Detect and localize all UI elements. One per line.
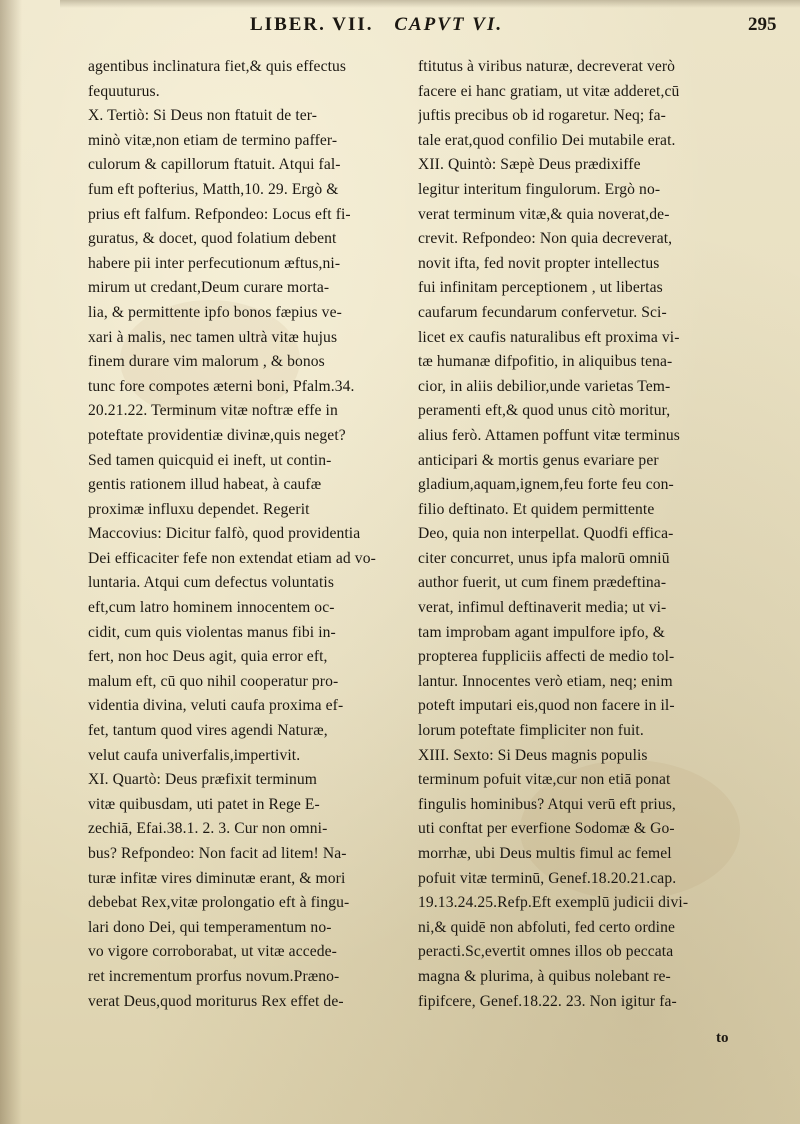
text-line: author fuerit, ut cum finem prædeftina- [418,574,667,592]
text-line: ftitutus à viribus naturæ, decreverat verò [418,58,676,75]
catchword: to [716,1030,729,1046]
text-line: xari à malis, nec tamen ultrà vitæ hujus [88,328,338,346]
text-line: licet ex caufis naturalibus eft proxima vi- [418,328,680,346]
text-line: verat terminum vitæ,& quia noverat,de- [418,205,670,223]
text-line: Dei efficaciter fefe non extendat etiam ad vo- [88,549,376,567]
text-line: terminum pofuit vitæ,cur non etiā ponat [418,771,671,789]
text-line: fet, tantum quod vires agendi Naturæ, [88,722,328,740]
text-line: gladium,aquam,ignem,feu forte feu con- [418,476,674,494]
book-title: LIBER. VII. [250,14,374,35]
text-line: cidit, cum quis violentas manus fibi in- [88,623,336,641]
text-line: bus? Refpondeo: Non facit ad litem! Na- [88,845,347,862]
right-text-column [418,55,738,1014]
text-line: eft,cum latro hominem innocentem oc- [88,599,335,617]
text-line: malum eft, cū quo nihil cooperatur pro- [88,672,339,690]
text-line: vitæ quibusdam, uti patet in Rege E- [88,795,320,813]
text-line: zechiā, Efai.38.1. 2. 3. Cur non omni- [88,820,328,838]
text-line: turæ infitæ vires diminutæ erant, & mori [88,869,346,887]
running-head [250,14,503,36]
text-line: minò vitæ,non etiam de termino paffer- [88,131,338,149]
text-line: novit ifta, fed novit propter intellectus [418,254,660,272]
text-line: fui infinitam perceptionem , ut libertas [418,279,663,297]
text-line: poteftate providentiæ divinæ,quis neget? [88,426,346,444]
text-line: luntaria. Atqui cum defectus voluntatis [88,574,334,592]
text-line: debebat Rex,vitæ prolongatio eft à fingu- [88,894,350,912]
text-line: magna & plurima, à quibus nolebant re- [418,967,671,985]
text-line: X. Tertiò: Si Deus non ftatuit de ter- [88,107,318,125]
text-line: filio deftinato. Et quidem permittente [418,500,655,518]
text-line: pofuit vitæ terminū, Genef.18.20.21.cap. [418,869,677,887]
text-line: prius eft falfum. Refpondeo: Locus eft fi- [88,205,351,223]
text-line: alius ferò. Attamen poffunt vitæ terminus [418,426,680,444]
text-line: morrhæ, ubi Deus multis fimul ac femel [418,845,672,862]
text-line: tam improbam agant impulfore ipfo, & [418,623,665,641]
chapter-title: CAPVT VI. [394,14,504,35]
text-line: habere pii inter perfecutionum æftus,ni- [88,254,341,272]
page-top-edge [60,0,800,8]
text-line: lia, & permittente ipfo bonos fæpius ve- [88,303,342,321]
text-line: Sed tamen quicquid ei ineft, ut contin- [88,451,332,469]
text-line: caufarum fecundarum confervetur. Sci- [418,303,667,321]
text-line: finem durare vim malorum , & bonos [88,353,325,371]
text-line: gentis rationem illud habeat, à caufæ [88,476,322,494]
left-text-column [88,55,413,1014]
text-line: Deo, quia non interpellat. Quodfi effica- [418,525,674,543]
text-line: verat Deus,quod moriturus Rex effet de- [88,992,344,1010]
text-line: agentibus inclinatura fiet,& quis effectus [88,58,347,75]
text-line: juftis precibus ob id rogaretur. Neq; fa- [418,107,666,125]
text-line: XI. Quartò: Deus præfixit terminum [88,771,318,789]
text-line: lorum poteftate fimpliciter non fuit. [418,722,644,740]
text-line: XII. Quintò: Sæpè Deus prædixiffe [418,156,641,174]
text-line: anticipari & mortis genus evariare per [418,451,659,469]
text-line: propterea fuppliciis affecti de medio tol- [418,648,675,666]
text-line: Maccovius: Dicitur falfò, quod providentia [88,525,361,543]
text-line: lari dono Dei, qui temperamentum no- [88,918,332,936]
text-line: 19.13.24.25.Refp.Eft exemplū judicii divi- [418,894,689,912]
text-line: mirum ut credant,Deum curare morta- [88,279,330,297]
text-line: crevit. Refpondeo: Non quia decreverat, [418,230,673,248]
text-line: uti conftat per everfione Sodomæ & Go- [418,820,675,838]
text-line: facere ei hanc gratiam, ut vitæ adderet,cū [418,82,680,100]
text-line: legitur interitum fingulorum. Ergò no- [418,180,661,198]
text-line: citer concurret, unus ipfa malorū omniū [418,549,670,567]
text-line: XIII. Sexto: Si Deus magnis populis [418,746,648,764]
text-line: tæ humanæ difpofitio, in aliquibus tena- [418,353,673,371]
text-line: lantur. Innocentes verò etiam, neq; enim [418,672,673,690]
text-line: peramenti eft,& quod unus citò moritur, [418,402,671,420]
page-gutter-shadow [0,0,22,1124]
text-line: peracti.Sc,evertit omnes illos ob peccata [418,943,674,961]
page-number: 295 [748,14,777,35]
text-line: poteft imputari eis,quod non facere in il- [418,697,675,715]
text-line: velut caufa univerfalis,impertivit. [88,746,301,764]
text-line: fert, non hoc Deus agit, quia error eft, [88,648,328,666]
text-line: fum eft pofterius, Matth,10. 29. Ergò & [88,180,339,198]
text-line: proximæ influxu dependet. Regerit [88,500,310,518]
text-line: culorum & capillorum ftatuit. Atqui fal- [88,156,341,174]
text-line: vo vigore corroborabat, ut vitæ accede- [88,943,337,961]
text-line: fipifcere, Genef.18.22. 23. Non igitur fa- [418,992,677,1010]
text-line: guratus, & docet, quod folatium debent [88,230,337,248]
text-line: fingulis hominibus? Atqui verū eft prius, [418,795,676,813]
text-line: ni,& quidē non abfoluti, fed certo ordine [418,918,675,936]
text-line: videntia divina, veluti caufa proxima ef- [88,697,344,715]
text-line: ret incrementum prorfus novum.Præno- [88,967,340,985]
text-line: 20.21.22. Terminum vitæ noftræ effe in [88,402,338,420]
text-line: tunc fore compotes æterni boni, Pfalm.34. [88,377,355,395]
text-line: verat, infimul deftinaverit media; ut vi- [418,599,667,617]
text-line: fequuturus. [88,82,160,100]
text-line: tale erat,quod confilio Dei mutabile erat. [418,131,676,149]
text-line: cior, in aliis debilior,unde varietas Tem- [418,377,671,395]
